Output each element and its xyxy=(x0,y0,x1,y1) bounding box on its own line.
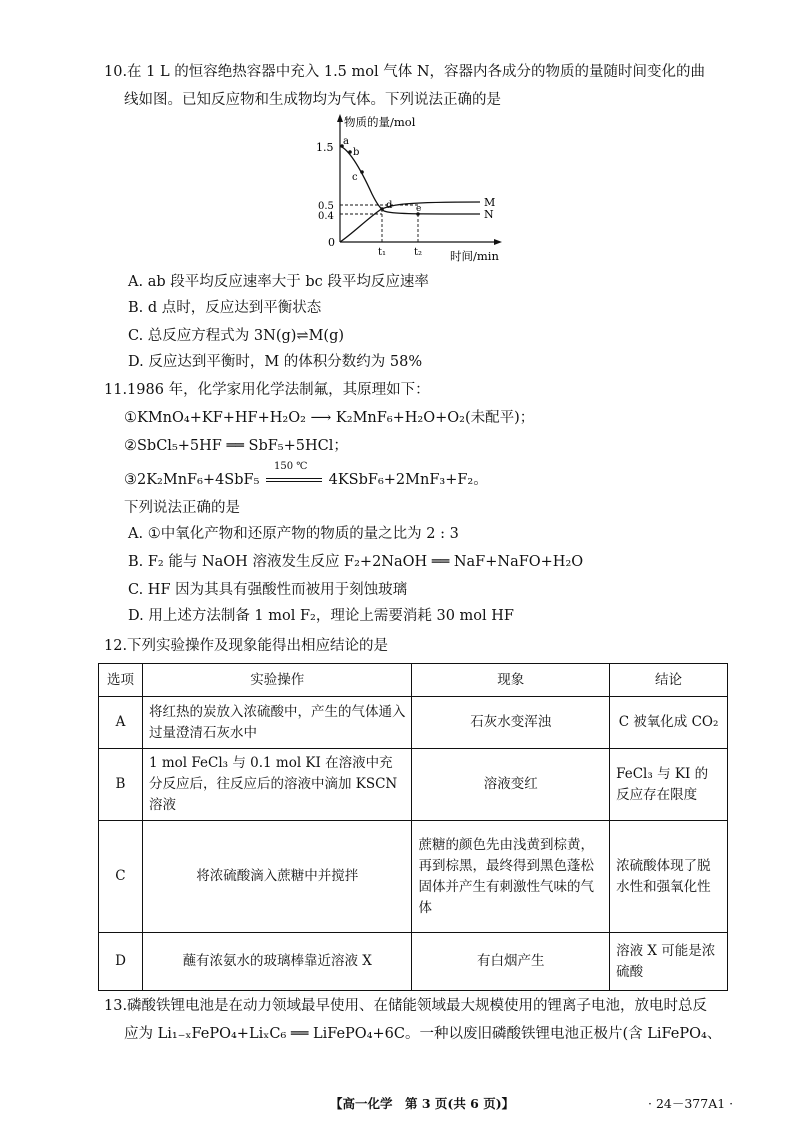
row-a-conclusion: C 被氧化成 CO₂ xyxy=(610,697,728,749)
row-c-option: C xyxy=(99,821,143,933)
table-row xyxy=(99,933,728,991)
q11-equation-2: ②SbCl₅+5HF ══ SbF₅+5HCl； xyxy=(124,438,348,454)
x-axis-arrow xyxy=(494,239,502,245)
x-tick-t2: t₂ xyxy=(414,247,423,258)
header-conclusion: 结论 xyxy=(610,664,728,697)
footer-page-info: 【高一化学 第 3 页(共 6 页)】 xyxy=(330,1096,515,1111)
q10-option-d: D. 反应达到平衡时，M 的体积分数约为 58% xyxy=(128,354,423,370)
q11-equation-1: ①KMnO₄+KF+HF+H₂O₂ ⟶ K₂MnF₆+H₂O+O₂(未配平)； xyxy=(124,410,535,426)
q13-stem-line2: 应为 Li₁₋ₓFePO₄+LiₓC₆ ══ LiFePO₄+6C。一种以废旧磷酸铁锂电池正极片(含 LiFePO₄、 xyxy=(124,1026,722,1042)
q11-equation-3-right: 4KSbF₆+2MnF₃+F₂。 xyxy=(328,472,488,488)
row-a-phenomenon: 石灰水变浑浊 xyxy=(412,697,610,749)
row-b-phenomenon: 溶液变红 xyxy=(412,749,610,821)
label-d: d xyxy=(386,200,393,211)
row-d-option: D xyxy=(99,933,143,991)
row-c-conclusion: 浓硫酸体现了脱水性和强氧化性 xyxy=(610,821,728,933)
q10-option-b: B. d 点时，反应达到平衡状态 xyxy=(128,300,322,316)
q11-option-d: D. 用上述方法制备 1 mol F₂，理论上需要消耗 30 mol HF xyxy=(128,608,514,624)
y-axis-arrow xyxy=(337,114,343,122)
q11-intro: 11.1986 年，化学家用化学法制氟，其原理如下： xyxy=(104,382,430,398)
q11-equation-3-condition: 150 ℃ xyxy=(274,461,308,472)
y-axis-label: 物质的量/mol xyxy=(344,115,416,129)
row-d-operation: 蘸有浓氨水的玻璃棒靠近溶液 X xyxy=(142,933,412,991)
q11-option-a: A. ①中氧化产物和还原产物的物质的量之比为 2 : 3 xyxy=(128,526,459,542)
row-c-phenomenon: 蔗糖的颜色先由浅黄到棕黄，再到棕黑，最终得到黑色蓬松固体并产生有刺激性气味的气体 xyxy=(412,821,610,933)
q10-stem-line2: 线如图。已知反应物和生成物均为气体。下列说法正确的是 xyxy=(124,92,501,108)
y-tick-0-4: 0.4 xyxy=(318,211,334,222)
q10-option-c: C. 总反应方程式为 3N(g)⇌M(g) xyxy=(128,328,345,344)
label-a: a xyxy=(343,136,349,147)
q12-stem: 12.下列实验操作及现象能得出相应结论的是 xyxy=(104,638,389,654)
y-tick-0: 0 xyxy=(328,236,335,249)
table-row xyxy=(99,697,728,749)
x-tick-t1: t₁ xyxy=(378,247,387,258)
row-d-conclusion: 溶液 X 可能是浓硫酸 xyxy=(610,933,728,991)
x-axis-label: 时间/min xyxy=(450,249,499,262)
header-option: 选项 xyxy=(99,664,143,697)
point-d xyxy=(380,207,384,211)
row-d-phenomenon: 有白烟产生 xyxy=(412,933,610,991)
label-e: e xyxy=(416,204,422,214)
row-b-conclusion: FeCl₃ 与 KI 的反应存在限度 xyxy=(610,749,728,821)
row-a-operation: 将红热的炭放入浓硫酸中，产生的气体通入过量澄清石灰水中 xyxy=(142,697,412,749)
y-tick-0-5: 0.5 xyxy=(318,201,334,212)
table-header-row xyxy=(99,664,728,697)
table-row xyxy=(99,821,728,933)
point-c xyxy=(360,170,364,174)
footer-code: · 24－377A1 · xyxy=(648,1096,734,1111)
label-b: b xyxy=(353,147,360,158)
q10-option-a: A. ab 段平均反应速率大于 bc 段平均反应速率 xyxy=(128,274,429,290)
series-label-m: M xyxy=(484,196,496,209)
q12-experiment-table xyxy=(98,663,728,991)
q11-equation-3-arrow xyxy=(264,461,324,490)
q10-stem-line1: 10.在 1 L 的恒容绝热容器中充入 1.5 mol 气体 N，容器内各成分的物质的量随时间变化的曲 xyxy=(104,64,706,80)
header-operation: 实验操作 xyxy=(142,664,412,697)
q11-stem: 下列说法正确的是 xyxy=(124,500,240,516)
y-tick-1-5: 1.5 xyxy=(316,141,334,154)
series-label-n: N xyxy=(484,208,494,221)
row-b-operation: 1 mol FeCl₃ 与 0.1 mol KI 在溶液中充分反应后，往反应后的溶液中滴加 KSCN 溶液 xyxy=(142,749,412,821)
header-phenomenon: 现象 xyxy=(412,664,610,697)
q11-equation-3-bar xyxy=(266,478,322,482)
row-b-option: B xyxy=(99,749,143,821)
point-b xyxy=(348,150,352,154)
table-row xyxy=(99,749,728,821)
curve-m xyxy=(340,202,480,242)
q11-equation-3-left: ③2K₂MnF₆+4SbF₅ xyxy=(124,472,260,488)
q13-stem-line1: 13.磷酸铁锂电池是在动力领域最早使用、在储能领域最大规模使用的锂离子电池，放电时总反 xyxy=(104,998,708,1014)
row-a-option: A xyxy=(99,697,143,749)
q10-graph xyxy=(300,112,510,262)
row-c-operation: 将浓硫酸滴入蔗糖中并搅拌 xyxy=(142,821,412,933)
q11-option-b: B. F₂ 能与 NaOH 溶液发生反应 F₂+2NaOH ══ NaF+NaFO+H₂O xyxy=(128,554,584,570)
q11-equation-3 xyxy=(124,461,488,490)
label-c: c xyxy=(352,172,358,183)
q11-option-c: C. HF 因为其具有强酸性而被用于刻蚀玻璃 xyxy=(128,582,408,598)
